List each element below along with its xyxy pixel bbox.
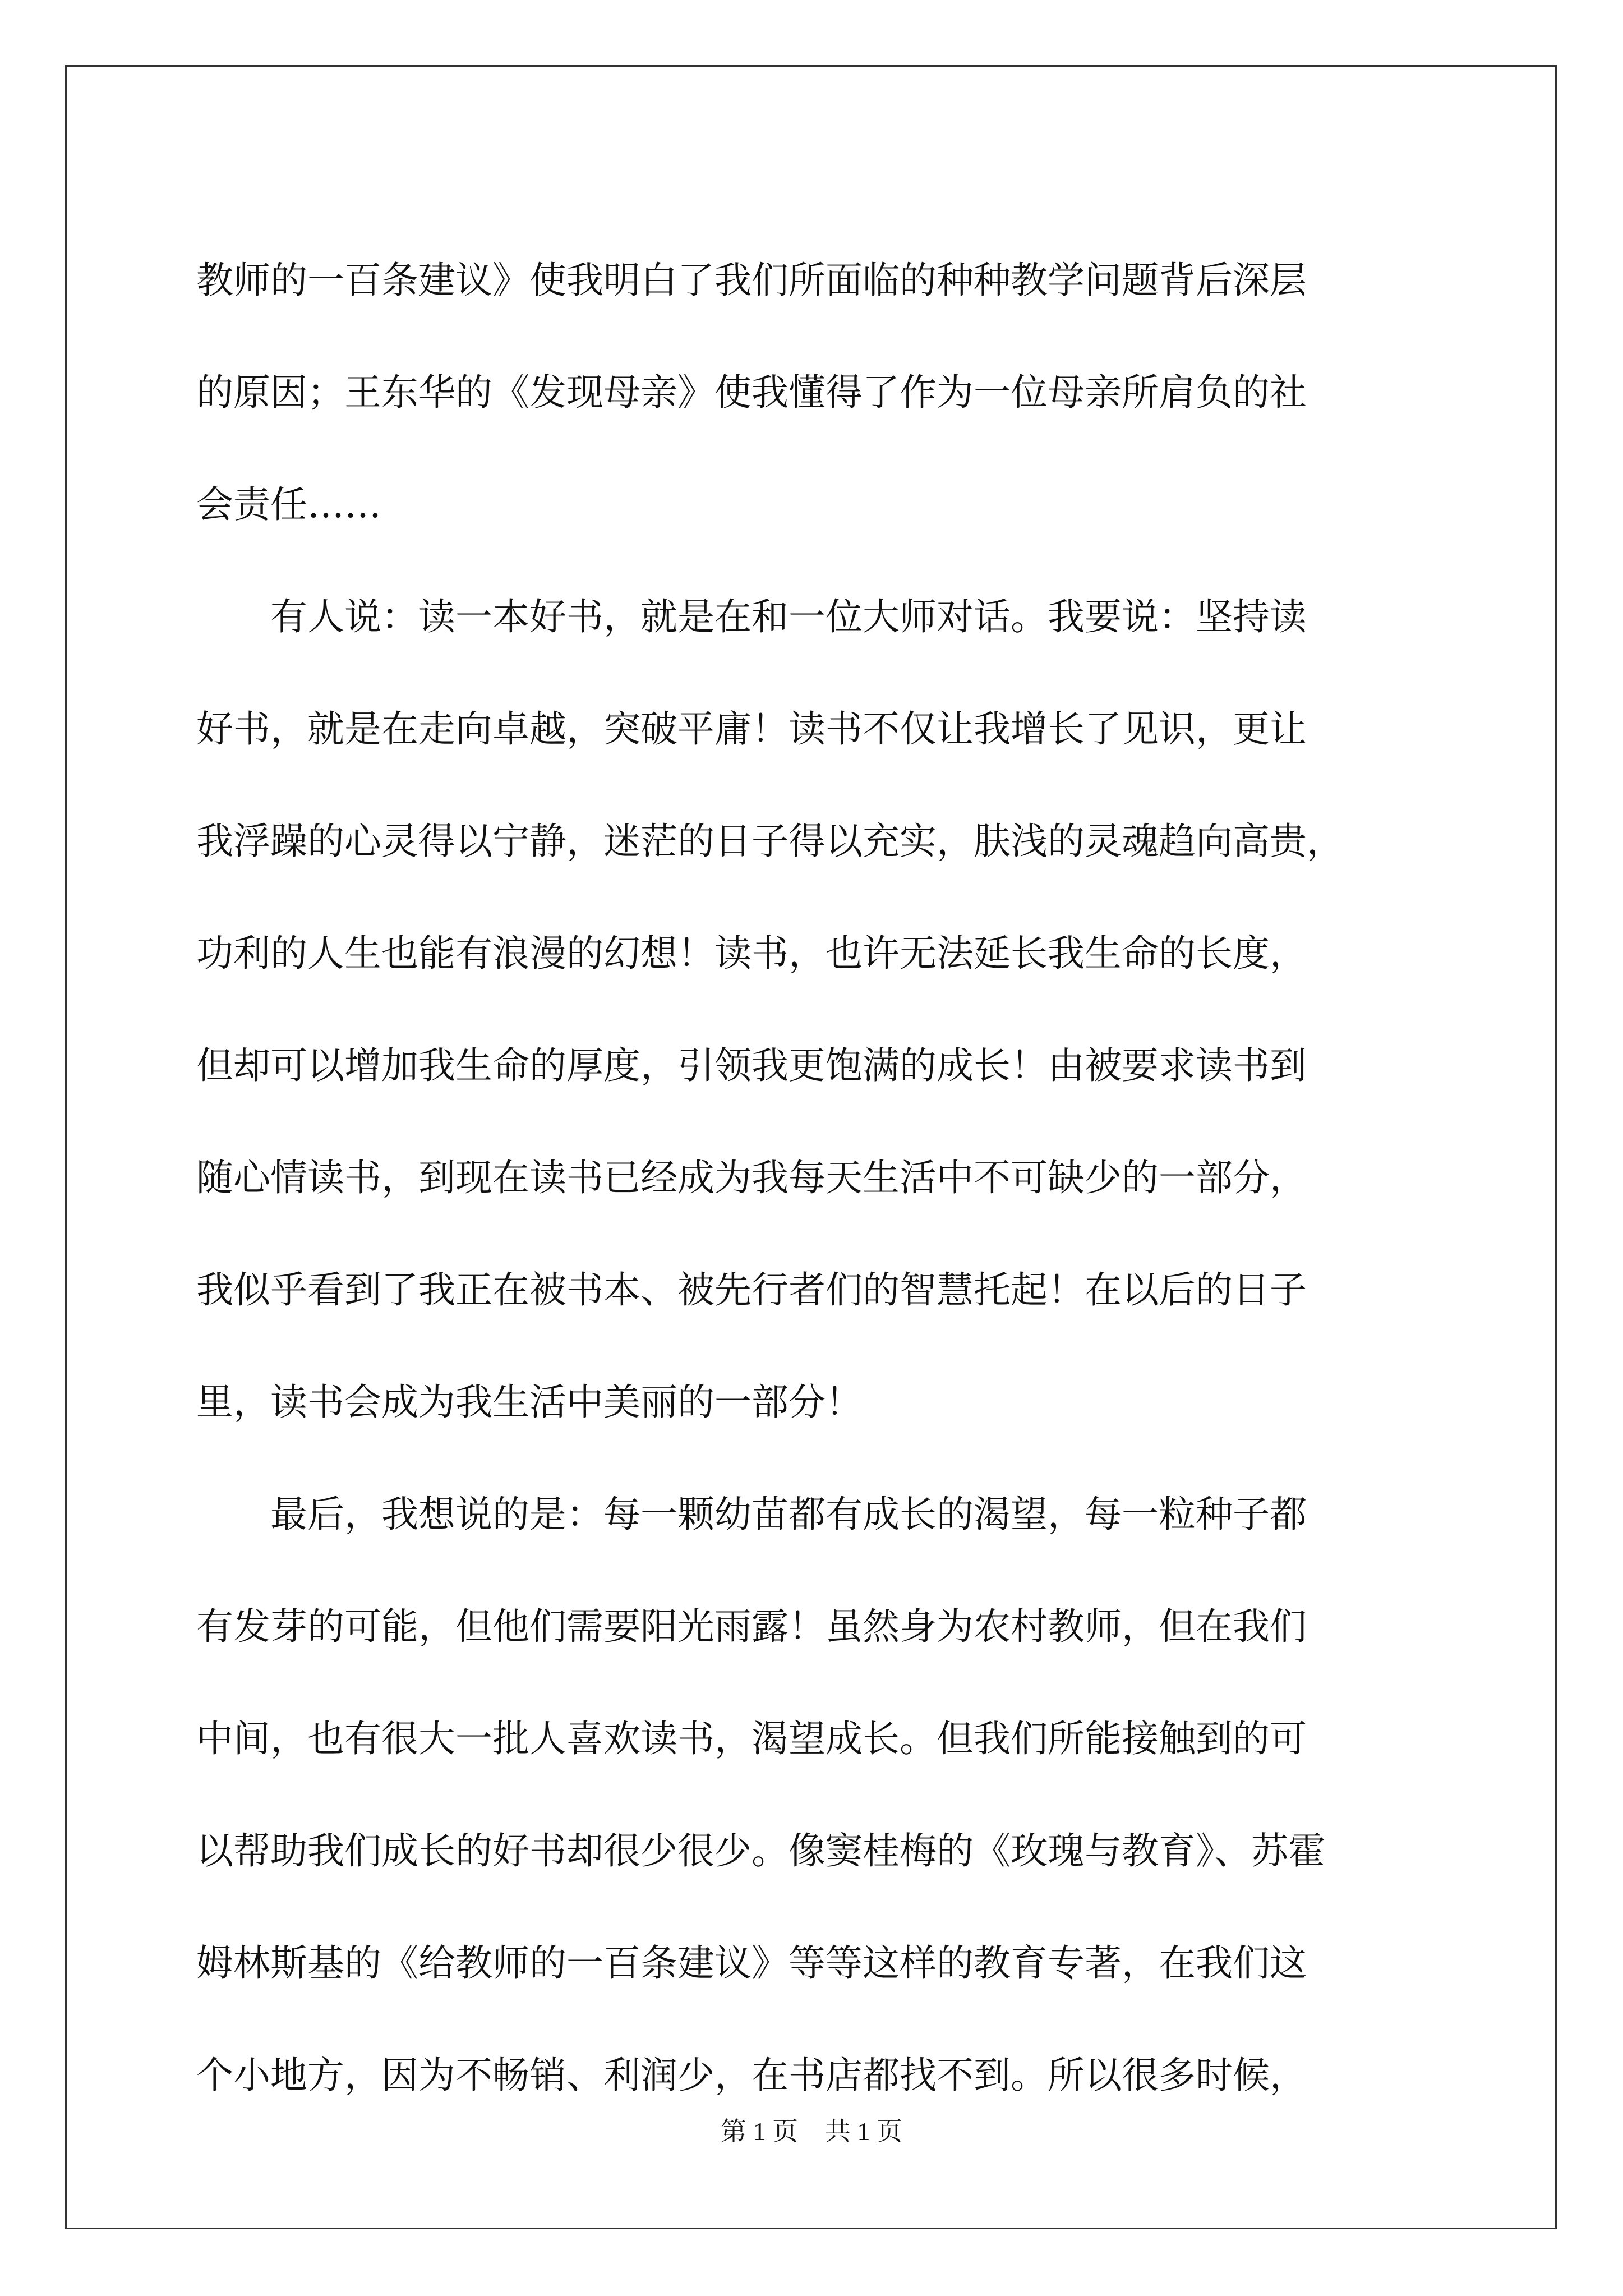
text-line-7: 功利的人生也能有浪漫的幻想！读书，也许无法延长我生命的长度， (196, 932, 1307, 975)
text-line-10: 我似乎看到了我正在被书本、被先行者们的智慧托起！在以后的日子 (196, 1268, 1307, 1312)
page-number-total: 共 1 页 (825, 2117, 902, 2146)
text-line-17: 个小地方，因为不畅销、利润少，在书店都找不到。所以很多时候， (196, 2054, 1307, 2097)
text-line-9: 随心情读书，到现在读书已经成为我每天生活中不可缺少的一部分， (196, 1156, 1307, 1199)
text-line-12: 最后，我想说的是：每一颗幼苗都有成长的渴望，每一粒种子都 (270, 1493, 1307, 1536)
text-line-15: 以帮助我们成长的好书却很少很少。像窦桂梅的《玫瑰与教育》、苏霍 (196, 1829, 1325, 1872)
text-line-11: 里，读书会成为我生活中美丽的一部分！ (196, 1381, 863, 1424)
text-line-1: 教师的一百条建议》使我明白了我们所面临的种种教学问题背后深层 (196, 259, 1307, 302)
text-line-6: 我浮躁的心灵得以宁静，迷茫的日子得以充实，肤浅的灵魂趋向高贵， (196, 820, 1344, 863)
text-line-2: 的原因；王东华的《发现母亲》使我懂得了作为一位母亲所肩负的社 (196, 371, 1307, 414)
page-number-current: 第 1 页 (721, 2117, 798, 2146)
text-line-13: 有发芽的可能，但他们需要阳光雨露！虽然身为农村教师，但在我们 (196, 1605, 1307, 1648)
text-line-5: 好书，就是在走向卓越，突破平庸！读书不仅让我增长了见识，更让 (196, 707, 1307, 751)
document-body (196, 224, 1430, 2132)
text-line-4: 有人说：读一本好书，就是在和一位大师对话。我要说：坚持读 (270, 595, 1307, 638)
text-line-8: 但却可以增加我生命的厚度，引领我更饱满的成长！由被要求读书到 (196, 1044, 1307, 1087)
text-line-14: 中间，也有很大一批人喜欢读书，渴望成长。但我们所能接触到的可 (196, 1717, 1307, 1760)
text-line-16: 姆林斯基的《给教师的一百条建议》等等这样的教育专著，在我们这 (196, 1941, 1307, 1985)
text-line-3: 会责任…… (196, 483, 381, 526)
page-footer (0, 2115, 1623, 2148)
